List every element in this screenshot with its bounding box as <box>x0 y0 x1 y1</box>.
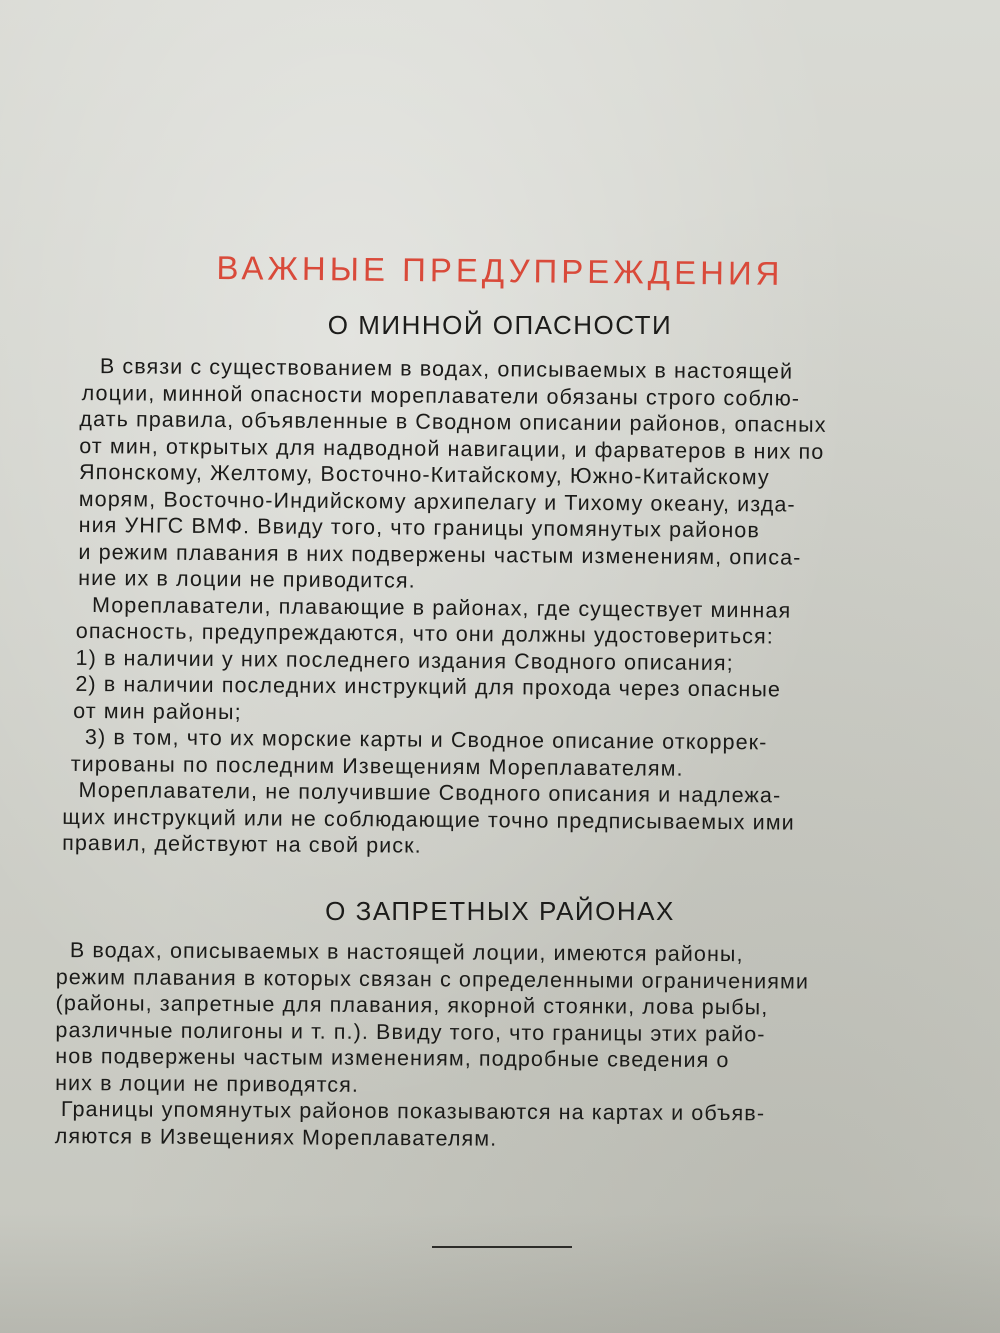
section-title-restricted-areas: О ЗАПРЕТНЫХ РАЙОНАХ <box>325 896 675 926</box>
text-line: лоции, минной опасности мореплаватели обязаны строго соблю- <box>81 380 801 411</box>
section-title-mine-danger: О МИННОЙ ОПАСНОСТИ <box>327 310 673 340</box>
text-line: 1) в наличии у них последнего издания Сводного описания; <box>75 645 734 675</box>
text-line: различные полигоны и т. п.). Ввиду того, что границы этих райо- <box>55 1017 766 1046</box>
text-line: Границы упомянутых районов показываются на картах и объяв- <box>60 1097 766 1126</box>
text-line: ляются в Извещениях Мореплавателям. <box>54 1123 498 1151</box>
text-line: морям, Восточно-Индийскому архипелагу и Тихому океану, изда- <box>78 486 796 517</box>
text-line: тированы по последним Извещениям Мореплавателям. <box>70 751 684 781</box>
text-line: нов подвержены частым изменениям, подробные сведения о <box>55 1043 730 1073</box>
text-line: опасность, предупреждаются, что они должны удостовериться: <box>75 618 774 649</box>
text-line: ния УНГС ВМФ. Ввиду того, что границы упомянутых районов <box>78 512 761 543</box>
text-line: от мин районы; <box>73 698 242 724</box>
text-line: от мин, открытых для надводной навигации, и фарватеров в них по <box>79 433 825 464</box>
text-line: них в лоции не приводятся. <box>55 1070 360 1097</box>
text-line: дать правила, объявленные в Сводном описании районов, опасных <box>79 406 827 437</box>
text-line: 3) в том, что их морские карты и Сводное описание откоррек- <box>84 725 768 755</box>
page-heading: ВАЖНЫЕ ПРЕДУПРЕЖДЕНИЯ <box>216 249 784 292</box>
text-line: ние их в лоции не приводится. <box>78 565 416 593</box>
text-line: Мореплаватели, плавающие в районах, где существует минная <box>91 592 792 623</box>
page-shadow <box>0 1213 1000 1333</box>
text-line: правил, действуют на свой риск. <box>62 830 422 858</box>
text-line: и режим плавания в них подвержены частым изменениям, описа- <box>78 539 802 570</box>
text-line: Мореплаватели, не получившие Сводного описания и надлежа- <box>78 777 782 808</box>
text-line: (районы, запретные для плавания, якорной стоянки, лова рыбы, <box>55 990 769 1020</box>
text-line: В водах, описываемых в настоящей лоции, имеются районы, <box>69 938 744 967</box>
section-body-mine-danger <box>62 353 827 862</box>
section-body-restricted-areas <box>55 937 810 1154</box>
text-line: щих инструкций или не соблюдающие точно предписываемых ими <box>62 804 795 835</box>
text-line: Японскому, Желтому, Восточно-Китайскому, Южно-Китайскому <box>78 459 770 490</box>
text-line: режим плавания в которых связан с определенными ограничениями <box>55 964 810 994</box>
closing-rule <box>432 1246 572 1248</box>
text-line: 2) в наличии последних инструкций для прохода через опасные <box>75 671 782 702</box>
text-line: В связи с существованием в водах, описываемых в настоящей <box>99 354 794 384</box>
